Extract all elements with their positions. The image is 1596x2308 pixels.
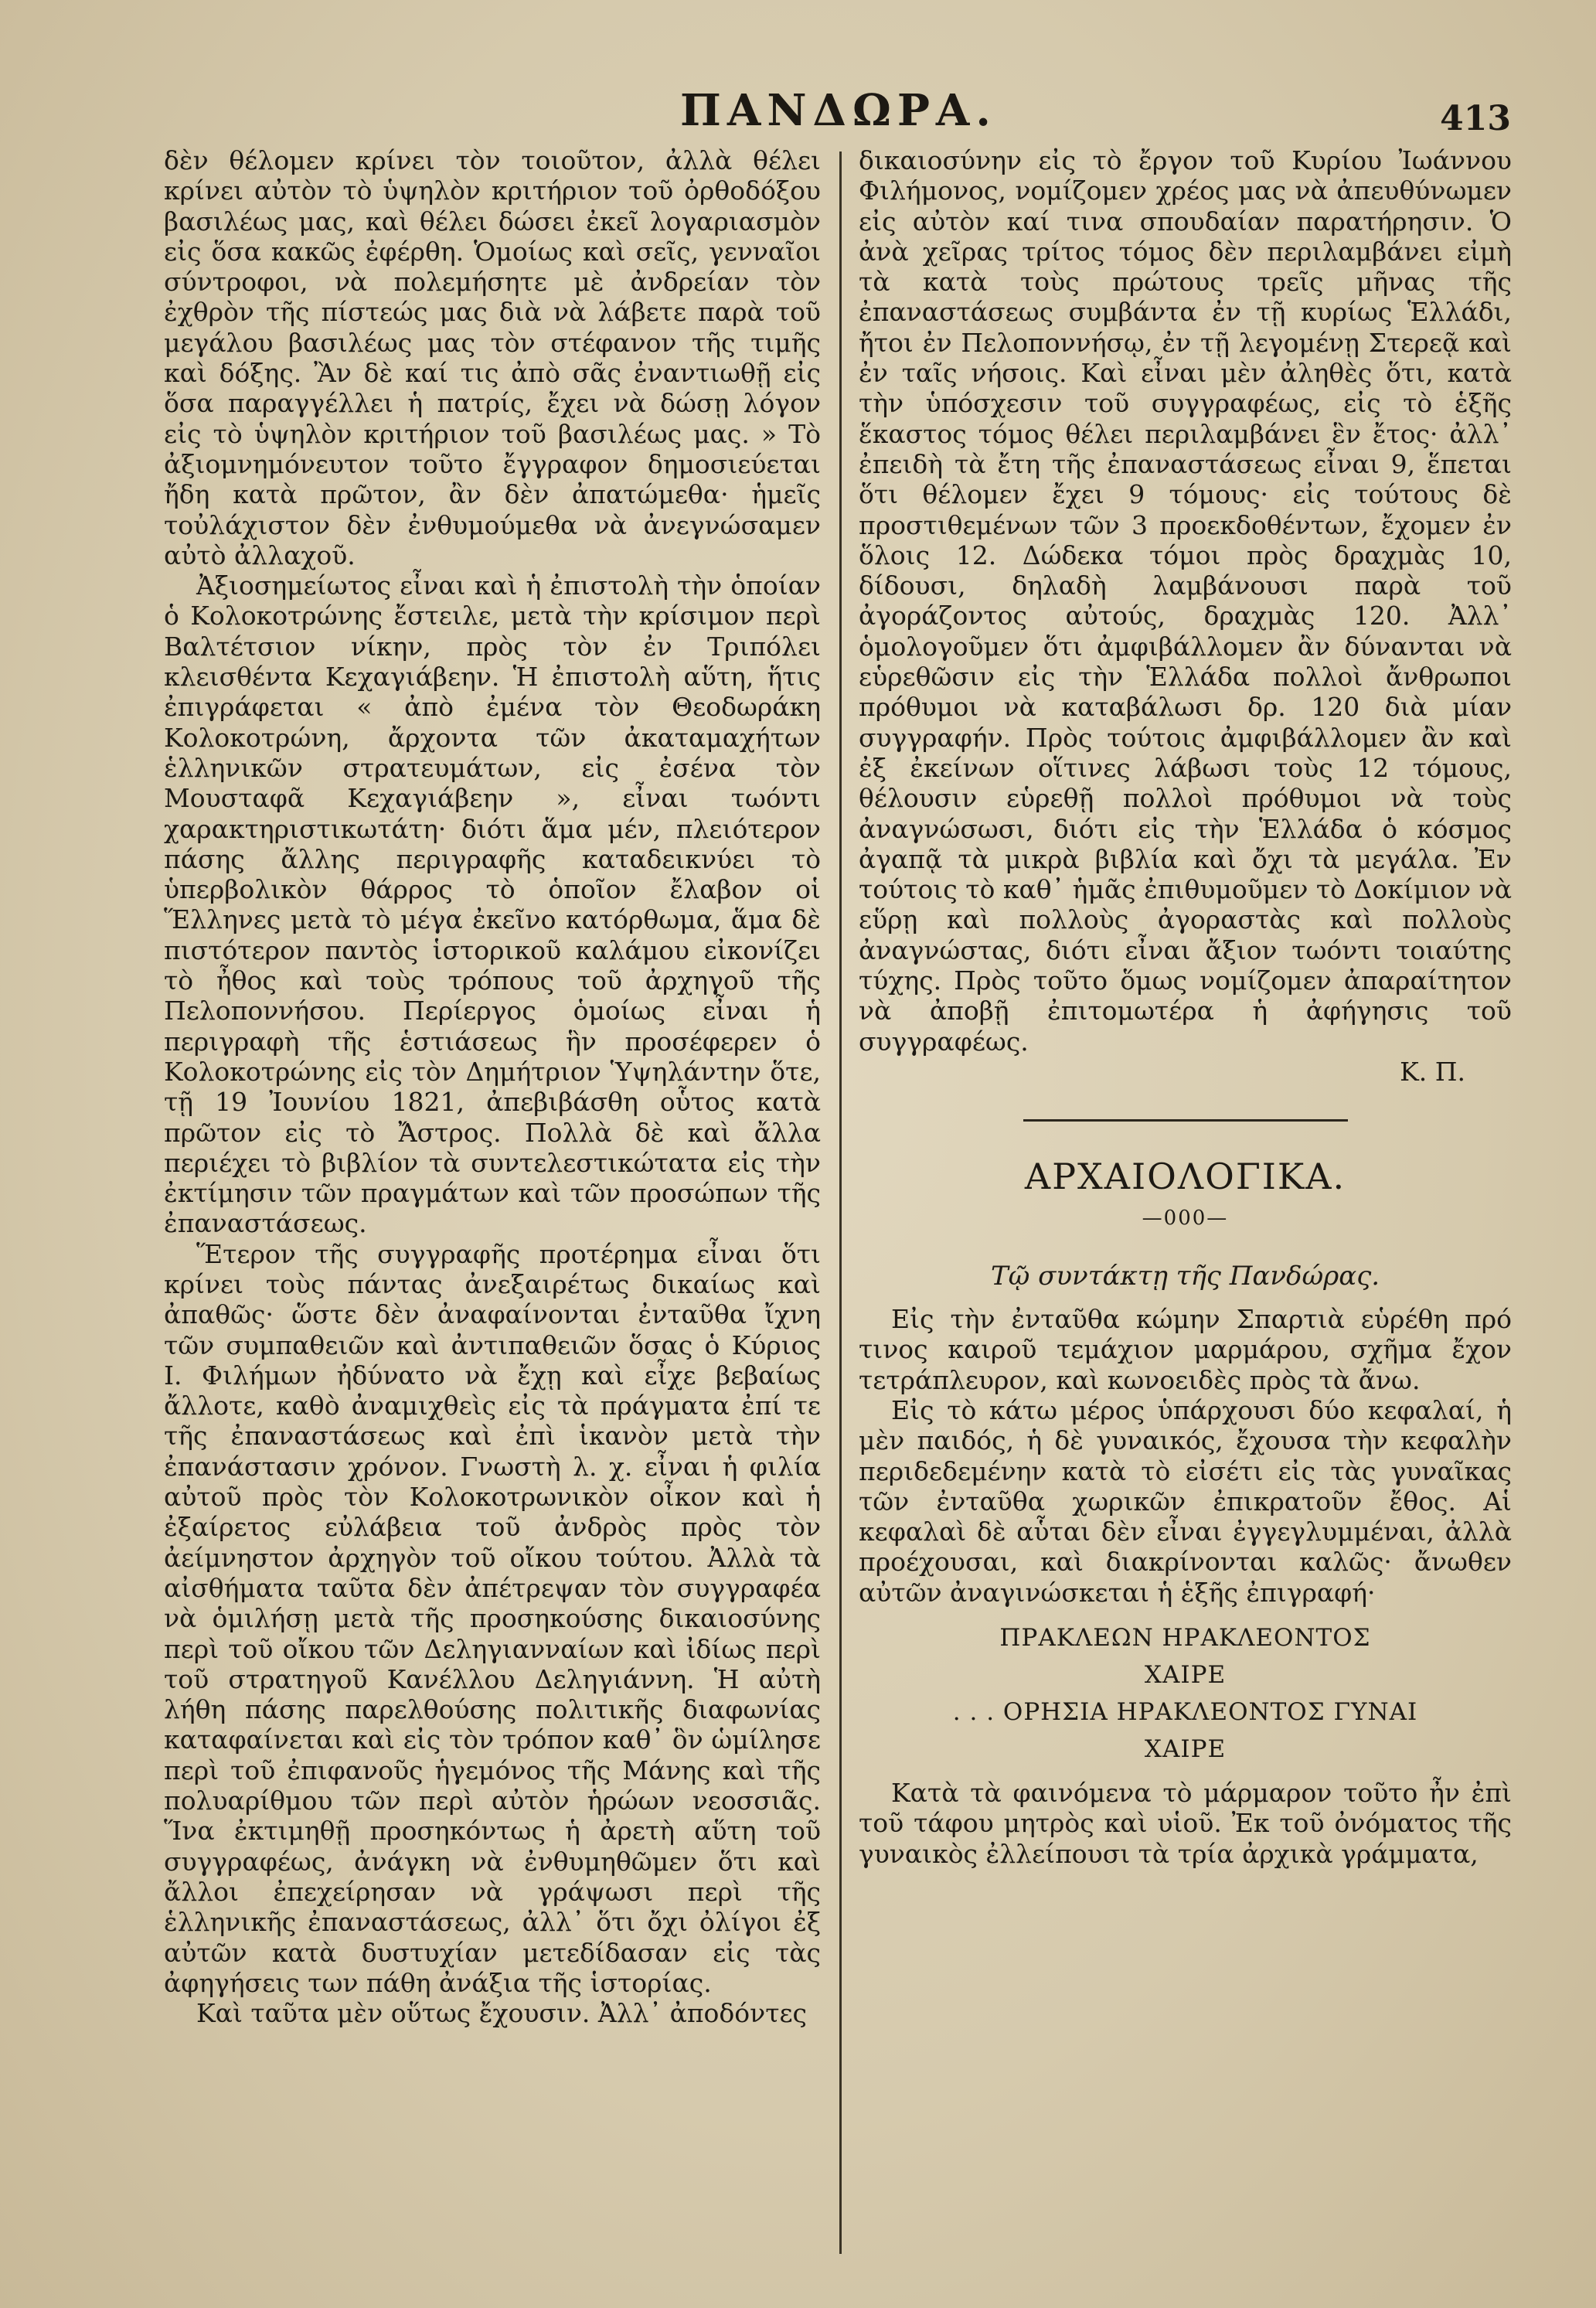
section-divider: —000—	[1142, 1206, 1229, 1230]
column-divider	[839, 151, 842, 2254]
right-column	[859, 145, 1512, 1869]
body-paragraph-2: Εἰς τὸ κάτω μέρος ὑπάρχουσι δύο κεφαλαί, ἡ μὲν παιδός, ἡ δὲ γυναικός, ἔχουσα τὴν κεφαλὴν περιδεδεμένην κατὰ τὸ εἰσέτι εἰς τὰς γυναῖκας τῶν ἐνταῦθα χωρικῶν ἐπικρατοῦν ἔθος. Αἱ κεφαλαὶ δὲ αὗται δὲν εἶναι ἐγγεγλυμμέναι, ἀλλὰ προέχουσαι, καὶ διακρίνονται καλῶς· ἄνωθεν αὐτῶν ἀναγινώσκεται ἡ ἑξῆς ἐπιγραφή·	[859, 1394, 1512, 1608]
inscription-line-3: . . . ΟΡΗΣΙΑ ΗΡΑΚΛΕΟΝΤΟΣ ΓΥΝΑΙ	[952, 1698, 1418, 1727]
section-title: ΑΡΧΑΙΟΛΟΓΙΚΑ.	[1024, 1156, 1346, 1198]
left-paragraph-3: Ἕτερον τῆς συγγραφῆς προτέρημα εἶναι ὅτι κρίνει τοὺς πάντας ἀνεξαιρέτως δικαίως καὶ ἀπαθῶς· ὥστε δὲν ἀναφαίνονται ἐνταῦθα ἴχνη τῶν συμπαθειῶν καὶ ἀντιπαθειῶν ὅσας ὁ Κύριος Ι. Φιλήμων ἠδύνατο νὰ ἔχῃ καὶ εἶχε βεβαίως ἄλλοτε, καθὸ ἀναμιχθεὶς εἰς τὰ πράγματα ἐπί τε τῆς ἐπαναστάσεως καὶ ἐπὶ ἱκανὸν μετὰ τὴν ἐπανάστασιν χρόνον. Γνωστὴ λ. χ. εἶναι ἡ φιλία αὐτοῦ πρὸς τὸν Κολοκοτρωνικὸν οἶκον καὶ ἡ ἐξαίρετος εὐλάβεια τοῦ ἀνδρὸς πρὸς τὸν ἀείμνηστον ἀρχηγὸν τοῦ οἴκου τούτου. Ἀλλὰ τὰ αἰσθήματα ταῦτα δὲν ἀπέτρεψαν τὸν συγγραφέα νὰ ὁμιλήσῃ μετὰ τῆς προσηκούσης δικαιοσύνης περὶ τοῦ οἴκου τῶν Δεληγιανναίων καὶ ἰδίως περὶ τοῦ στρατηγοῦ Κανέλλου Δεληγιάννη. Ἡ αὐτὴ λήθη πάσης παρελθούσης πολιτικῆς διαφωνίας καταφαίνεται καὶ εἰς τὸν τρόπον καθ᾽ ὃν ὡμίλησε περὶ τοῦ ἐπιφανοῦς ἡγεμόνος τῆς Μάνης καὶ τῆς πολυαρίθμου τῶν περὶ αὐτὸν ἡρώων νεοσσιᾶς. Ἵνα ἐκτιμηθῇ προσηκόντως ἡ ἀρετὴ αὕτη τοῦ συγγραφέως, ἀνάγκη νὰ ἐνθυμηθῶμεν ὅτι καὶ ἄλλοι ἐπεχείρησαν νὰ γράψωσι περὶ τῆς ἑλληνικῆς ἐπαναστάσεως, ἀλλ᾽ ὅτι ὄχι ὀλίγοι ἐξ αὐτῶν κατὰ δυστυχίαν μετεδίδασαν εἰς τὰς ἀφηγήσεις των πάθη ἀνάξια τῆς ἱστορίας.	[164, 1238, 821, 1998]
right-paragraph-1: δικαιοσύνην εἰς τὸ ἔργον τοῦ Κυρίου Ἰωάννου Φιλήμονος, νομίζομεν χρέος μας νὰ ἀπευθύνωμεν εἰς αὐτὸν καί τινα σπουδαίαν παρατήρησιν. Ὁ ἀνὰ χεῖρας τρίτος τόμος δὲν περιλαμβάνει εἰμὴ τὰ κατὰ τοὺς πρώτους τρεῖς μῆνας τῆς ἐπαναστάσεως συμβάντα ἐν τῇ κυρίως Ἑλλάδι, ἤτοι ἐν Πελοποννήσῳ, ἐν τῇ λεγομένῃ Στερεᾷ καὶ ἐν ταῖς νήσοις. Καὶ εἶναι μὲν ἀληθὲς ὅτι, κατὰ τὴν ὑπόσχεσιν τοῦ συγγραφέως, εἰς τὸ ἑξῆς ἕκαστος τόμος θέλει περιλαμβάνει ἓν ἔτος· ἀλλ᾽ ἐπειδὴ τὰ ἔτη τῆς ἐπαναστάσεως εἶναι 9, ἕπεται ὅτι θέλομεν ἔχει 9 τόμους· εἰς τούτους δὲ προστιθεμένων τῶν 3 προεκδοθέντων, ἔχομεν ἐν ὅλοις 12. Δώδεκα τόμοι πρὸς δραχμὰς 10, δίδουσι, δηλαδὴ λαμβάνουσι παρὰ τοῦ ἀγοράζοντος αὐτούς, δραχμὰς 120. Ἀλλ᾽ ὁμολογοῦμεν ὅτι ἀμφιβάλλομεν ἂν δύνανται νὰ εὑρεθῶσιν εἰς τὴν Ἑλλάδα πολλοὶ ἄνθρωποι πρόθυμοι νὰ καταβάλωσι δρ. 120 διὰ μίαν συγγραφήν. Πρὸς τούτοις ἀμφιβάλλομεν ἂν καὶ ἐξ ἐκείνων οἵτινες λάβωσι τοὺς 12 τόμους, θέλουσιν εὑρεθῇ πολλοὶ πρόθυμοι νὰ τοὺς ἀναγνώσωσι, διότι εἰς τὴν Ἑλλάδα ὁ κόσμος ἀγαπᾷ τὰ μικρὰ βιβλία καὶ ὄχι τὰ μεγάλα. Ἐν τούτοις τὸ καθ᾽ ἡμᾶς ἐπιθυμοῦμεν τὸ Δοκίμιον νὰ εὕρῃ καὶ πολλοὺς ἀγοραστὰς καὶ πολλοὺς ἀναγνώστας, διότι εἶναι ἄξιον τωόντι τοιαύτης τύχης. Πρὸς τοῦτο ὅμως νομίζομεν ἀπαραίτητον νὰ ἀποβῇ ἐπιτομωτέρα ἡ ἀφήγησις τοῦ συγγραφέως.	[859, 145, 1512, 1057]
page-header	[0, 77, 1596, 147]
left-paragraph-1: δὲν θέλομεν κρίνει τὸν τοιοῦτον, ἀλλὰ θέλει κρίνει αὐτὸν τὸ ὑψηλὸν κριτήριον τοῦ ὀρθοδόξου βασιλέως μας, καὶ θέλει δώσει ἐκεῖ λογαριασμὸν εἰς ὅσα κακῶς ἐφέρθη. Ὁμοίως καὶ σεῖς, γενναῖοι σύντροφοι, νὰ πολεμήσητε μὲ ἀνδρείαν τὸν ἐχθρὸν τῆς πίστεώς μας διὰ νὰ λάβετε παρὰ τοῦ μεγάλου βασιλέως μας τὸν στέφανον τῆς τιμῆς καὶ δόξης. Ἂν δὲ καί τις ἀπὸ σᾶς ἐναντιωθῇ εἰς ὅσα παραγγέλλει ἡ πατρίς, ἔχει νὰ δώσῃ λόγον εἰς τὸ ὑψηλὸν κριτήριον τοῦ βασιλέως μας. » Τὸ ἀξιομνημόνευτον τοῦτο ἔγγραφον δημοσιεύεται ἤδη κατὰ πρῶτον, ἂν δὲν ἀπατώμεθα· ἡμεῖς τοὐλάχιστον δὲν ἐνθυμούμεθα νὰ ἀνεγνώσαμεν αὐτὸ ἀλλαχοῦ.	[164, 145, 821, 570]
left-paragraph-4: Καὶ ταῦτα μὲν οὕτως ἔχουσιν. Ἀλλ᾽ ἀποδόντες	[196, 1998, 808, 2029]
letter-address: Τῷ συντάκτῃ τῆς Πανδώρας.	[990, 1260, 1380, 1292]
closing-paragraph: Κατὰ τὰ φαινόμενα τὸ μάρμαρον τοῦτο ἦν ἐπὶ τοῦ τάφου μητρὸς καὶ υἱοῦ. Ἐκ τοῦ ὀνόματος τῆς γυναικὸς ἐλλείπουσι τὰ τρία ἀρχικὰ γράμματα,	[859, 1778, 1512, 1869]
running-title: ΠΑΝΔΩΡΑ.	[680, 85, 997, 136]
section-rule	[1023, 1119, 1348, 1122]
page-number: 413	[1440, 99, 1511, 138]
inscription-line-4: ΧΑΙΡΕ	[1144, 1735, 1227, 1764]
body-paragraph-1: Εἰς τὴν ἐνταῦθα κώμην Σπαρτιὰ εὑρέθη πρό τινος καιροῦ τεμάχιον μαρμάρου, σχῆμα ἔχον τετράπλευρον, καὶ κωνοειδὲς πρὸς τὰ ἄνω.	[859, 1304, 1512, 1395]
inscription-line-1: ΠΡΑΚΛΕΩΝ ΗΡΑΚΛΕΟΝΤΟΣ	[999, 1624, 1371, 1653]
signature: Κ. Π.	[1400, 1056, 1465, 1087]
left-paragraph-2: Ἀξιοσημείωτος εἶναι καὶ ἡ ἐπιστολὴ τὴν ὁποίαν ὁ Κολοκοτρώνης ἔστειλε, μετὰ τὴν κρίσιμον περὶ Βαλτέτσιον νίκην, πρὸς τὸν ἐν Τριπόλει κλεισθέντα Κεχαγιάβεην. Ἡ ἐπιστολὴ αὕτη, ἥτις ἐπιγράφεται « ἀπὸ ἐμένα τὸν Θεοδωράκη Κολοκοτρώνη, ἄρχοντα τῶν ἀκαταμαχήτων ἑλληνικῶν στρατευμάτων, εἰς ἐσένα τὸν Μουσταφᾶ Κεχαγιάβεην », εἶναι τωόντι χαρακτηριστικωτάτη· διότι ἅμα μέν, πλειότερον πάσης ἄλλης περιγραφῆς καταδεικνύει τὸ ὑπερβολικὸν θάρρος τὸ ὁποῖον ἔλαβον οἱ Ἕλληνες μετὰ τὸ μέγα ἐκεῖνο κατόρθωμα, ἅμα δὲ πιστότερον παντὸς ἱστορικοῦ καλάμου εἰκονίζει τὸ ἦθος καὶ τοὺς τρόπους τοῦ ἀρχηγοῦ τῆς Πελοποννήσου. Περίεργος ὁμοίως εἶναι ἡ περιγραφὴ τῆς ἑστιάσεως ἣν προσέφερεν ὁ Κολοκοτρώνης εἰς τὸν Δημήτριον Ὑψηλάντην ὅτε, τῇ 19 Ἰουνίου 1821, ἀπεβιβάσθη οὗτος κατὰ πρῶτον εἰς τὸ Ἄστρος. Πολλὰ δὲ καὶ ἄλλα περιέχει τὸ βιβλίον τὰ συντελεστικώτατα εἰς τὴν ἐκτίμησιν τῶν πραγμάτων καὶ τῶν προσώπων τῆς ἐπαναστάσεως.	[164, 570, 821, 1239]
inscription	[859, 1620, 1512, 1767]
inscription-line-2: ΧΑΙΡΕ	[1144, 1661, 1227, 1690]
left-column	[164, 145, 821, 2028]
